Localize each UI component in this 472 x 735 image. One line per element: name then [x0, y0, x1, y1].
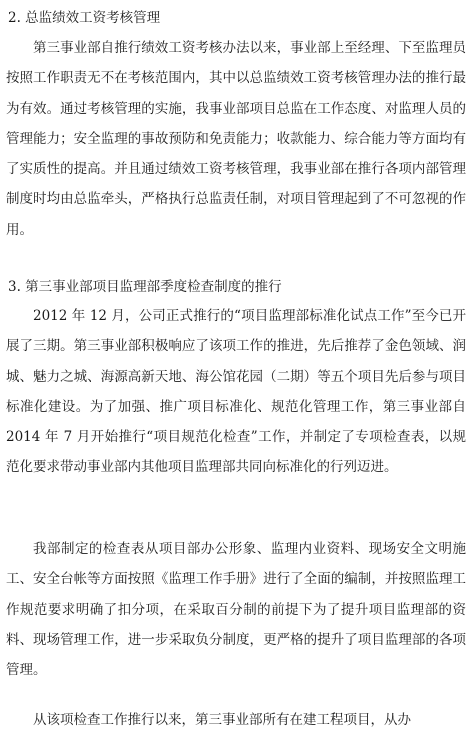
paragraph-checklist: 我部制定的检查表从项目部办公形象、监理内业资料、现场安全文明施工、安全台帐等方面按照《监理工作手册》进行了全面的编制，并按照监理工作规范要求明确了扣分项，在采取百分制的前提下为了提升项目监理部的资料、现场管理工作，进一步采取负分制度，更严格的提升了项目监理部的各项管理。 [6, 541, 466, 679]
section-heading-3: 3. 第三事业部项目监理部季度检查制度的推行 [8, 279, 282, 295]
paragraph-performance-assessment: 第三事业部自推行绩效工资考核办法以来，事业部上至经理、下至监理员按照工作职责无不在考核范围内，其中以总监绩效工资考核管理办法的推行最为有效。通过考核管理的实施，我事业部项目总监在工作态度、对监理人员的管理能力；安全监理的事故预防和免责能力；收款能力、综合能力等方面均有了实质性的提高。并且通过绩效工资考核管理，我事业部在推行各项内部管理制度时均由总监牵头，严格执行总监责任制，对项目管理起到了不可忽视的作用。 [6, 40, 466, 238]
section-heading-2: 2. 总监绩效工资考核管理 [8, 10, 161, 26]
paragraph-standardization-pilot: 2012 年 12 月，公司正式推行的“项目监理部标准化试点工作”至今已开展了三期。第三事业部积极响应了该项工作的推进，先后推荐了金色领域、润城、魅力之城、海源高新天地、海公馆花园（二期）等五个项目先后参与项目标准化建设。为了加强、推广项目标准化、规范化管理工作，第三事业部自 2014 年 7 月开始推行“项目规范化检查”工作，并制定了专项检查表，以规范化要求带动事业部内其他项目监理部共同向标准化的行列迈进。 [6, 308, 466, 476]
paragraph-since-implementation: 从该项检查工作推行以来，第三事业部所有在建工程项目，从办 [33, 712, 411, 728]
